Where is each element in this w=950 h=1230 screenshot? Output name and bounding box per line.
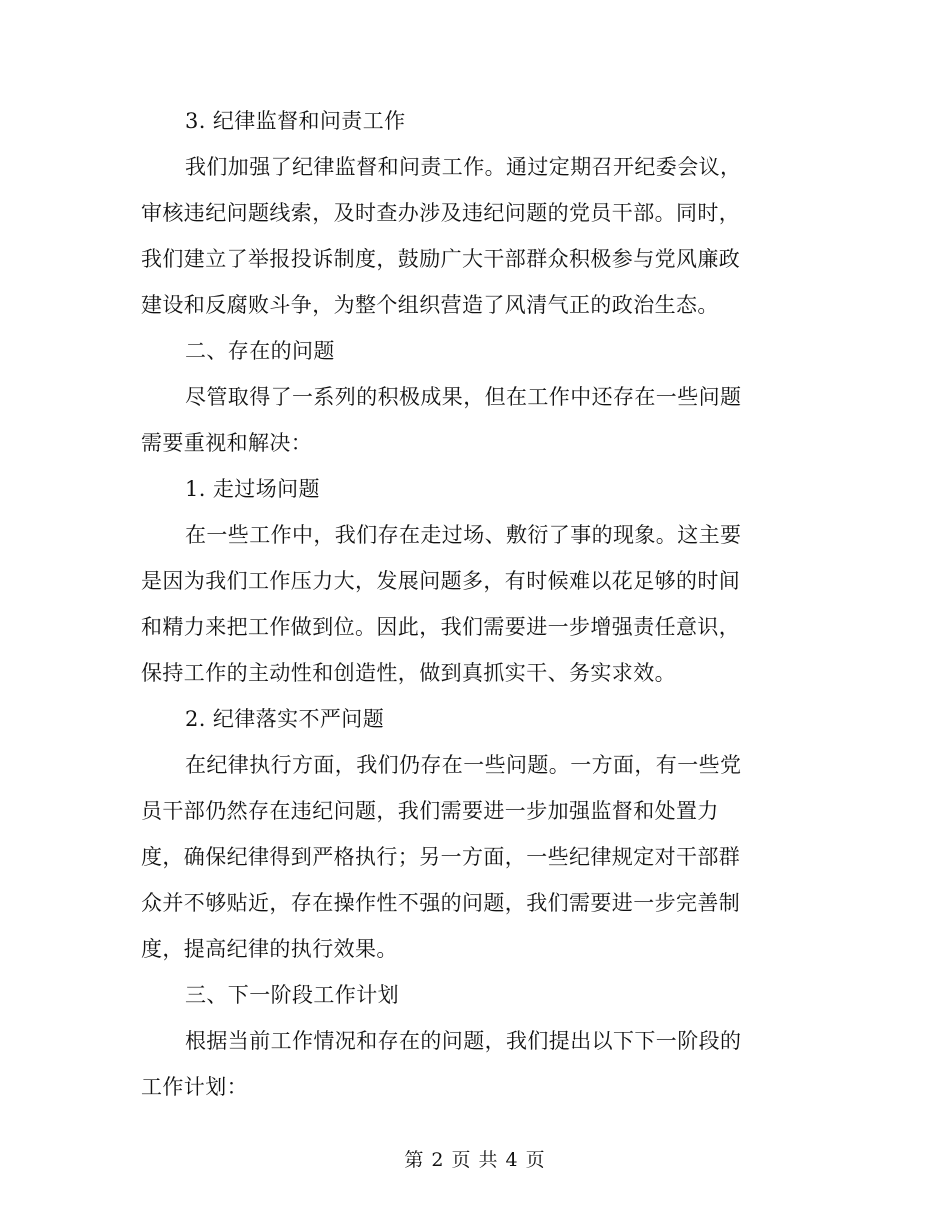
- paragraph-line: 众并不够贴近，存在操作性不强的问题，我们需要进一步完善制: [141, 891, 741, 915]
- paragraph-line: 员干部仍然存在违纪问题，我们需要进一步加强监督和处置力: [141, 799, 719, 823]
- document-body: [141, 98, 797, 1110]
- paragraph-line: 我们建立了举报投诉制度，鼓励广大干部群众积极参与党风廉政: [141, 247, 741, 271]
- paragraph-line: 我们加强了纪律监督和问责工作。通过定期召开纪委会议，: [185, 155, 742, 179]
- paragraph-line: 是因为我们工作压力大，发展问题多，有时候难以花足够的时间: [141, 569, 741, 593]
- paragraph-line: 在纪律执行方面，我们仍存在一些问题。一方面，有一些党: [185, 753, 742, 777]
- paragraph-line: 度，确保纪律得到严格执行；另一方面，一些纪律规定对干部群: [141, 845, 741, 869]
- subsection-heading-discipline-supervision: 3. 纪律监督和问责工作: [185, 109, 406, 133]
- subsection-heading-formality: 1. 走过场问题: [185, 477, 320, 501]
- section-heading-next-stage-plan: 三、下一阶段工作计划: [185, 983, 399, 1007]
- paragraph-line: 保持工作的主动性和创造性，做到真抓实干、务实求效。: [141, 661, 676, 685]
- subsection-heading-lax-discipline: 2. 纪律落实不严问题: [185, 707, 385, 731]
- page-footer: 第 2 页 共 4 页: [404, 1149, 546, 1171]
- paragraph-line: 尽管取得了一系列的积极成果，但在工作中还存在一些问题: [185, 385, 742, 409]
- paragraph-line: 在一些工作中，我们存在走过场、敷衍了事的现象。这主要: [185, 523, 742, 547]
- paragraph-line: 建设和反腐败斗争，为整个组织营造了风清气正的政治生态。: [141, 293, 719, 317]
- paragraph-line: 需要重视和解决：: [141, 431, 313, 455]
- paragraph-line: 工作计划：: [141, 1075, 248, 1099]
- paragraph-line: 和精力来把工作做到位。因此，我们需要进一步增强责任意识，: [141, 615, 741, 639]
- paragraph-line: 根据当前工作情况和存在的问题，我们提出以下下一阶段的: [185, 1029, 742, 1053]
- paragraph-line: 审核违纪问题线索，及时查办涉及违纪问题的党员干部。同时，: [141, 201, 741, 225]
- section-heading-existing-problems: 二、存在的问题: [185, 339, 335, 363]
- paragraph-line: 度，提高纪律的执行效果。: [141, 937, 398, 961]
